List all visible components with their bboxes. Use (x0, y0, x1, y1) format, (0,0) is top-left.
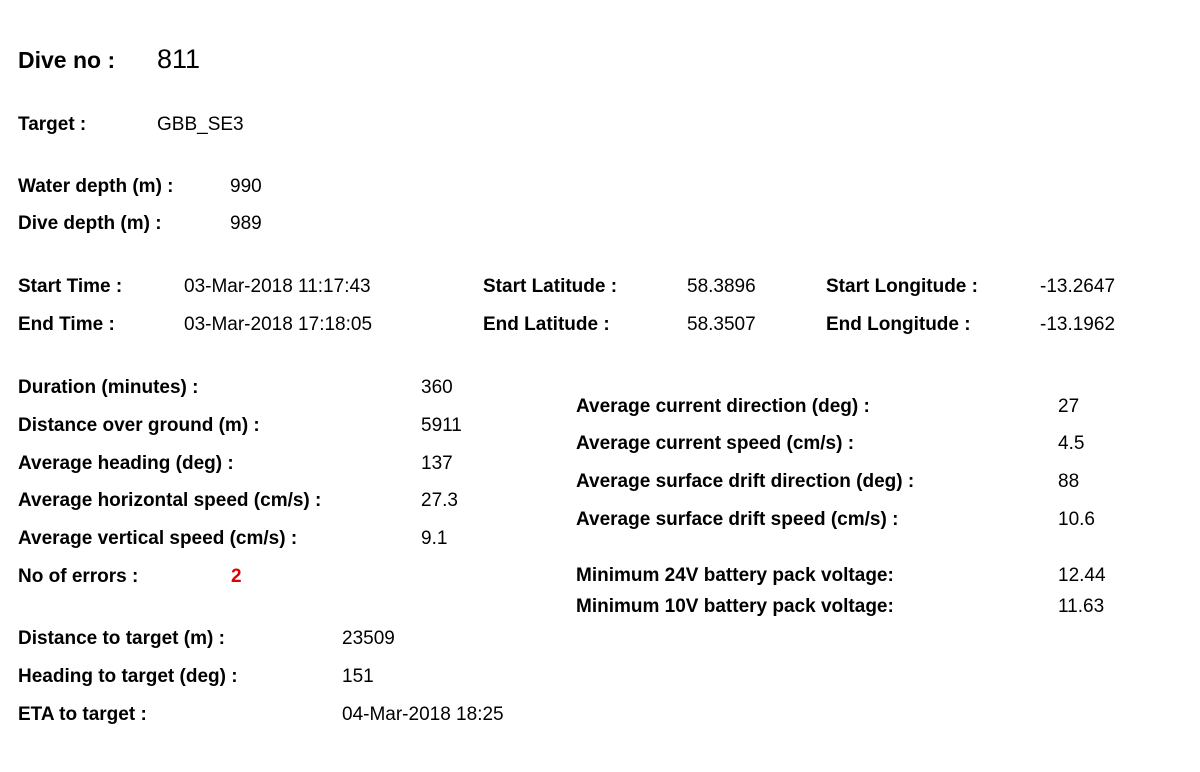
average-vertical-speed-value: 9.1 (421, 528, 448, 549)
end-time-label: End Time : (18, 314, 115, 335)
average-heading-value: 137 (421, 453, 453, 474)
current-direction-label: Average current direction (deg) : (576, 396, 870, 417)
battery-24v-value: 12.44 (1058, 565, 1106, 586)
current-speed-label: Average current speed (cm/s) : (576, 433, 855, 454)
battery-24v-label: Minimum 24V battery pack voltage: (576, 565, 894, 586)
distance-to-target-label: Distance to target (m) : (18, 628, 225, 649)
surface-drift-direction-label: Average surface drift direction (deg) : (576, 471, 915, 492)
average-horizontal-speed-value: 27.3 (421, 490, 458, 511)
duration-value: 360 (421, 377, 453, 398)
end-longitude-value: -13.1962 (1040, 314, 1116, 335)
start-longitude-value: -13.2647 (1040, 276, 1116, 297)
average-horizontal-speed-label: Average horizontal speed (cm/s) : (18, 490, 322, 511)
target-value: GBB_SE3 (157, 114, 244, 135)
target-label: Target : (18, 114, 87, 135)
errors-label: No of errors : (18, 566, 139, 587)
surface-drift-speed-value: 10.6 (1058, 509, 1095, 530)
dive-depth-label: Dive depth (m) : (18, 213, 162, 234)
start-latitude-label: Start Latitude : (483, 276, 618, 297)
average-vertical-speed-label: Average vertical speed (cm/s) : (18, 528, 298, 549)
average-heading-label: Average heading (deg) : (18, 453, 234, 474)
eta-to-target-label: ETA to target : (18, 704, 147, 725)
heading-to-target-label: Heading to target (deg) : (18, 666, 238, 687)
surface-drift-speed-label: Average surface drift speed (cm/s) : (576, 509, 899, 530)
start-latitude-value: 58.3896 (687, 276, 756, 297)
duration-label: Duration (minutes) : (18, 377, 199, 398)
water-depth-value: 990 (230, 176, 262, 197)
end-latitude-value: 58.3507 (687, 314, 756, 335)
eta-to-target-value: 04-Mar-2018 18:25 (342, 704, 504, 725)
surface-drift-direction-value: 88 (1058, 471, 1080, 492)
errors-count: 2 (231, 566, 242, 587)
distance-over-ground-label: Distance over ground (m) : (18, 415, 260, 436)
end-latitude-label: End Latitude : (483, 314, 610, 335)
current-speed-value: 4.5 (1058, 433, 1085, 454)
start-time-label: Start Time : (18, 276, 123, 297)
current-direction-value: 27 (1058, 396, 1080, 417)
distance-over-ground-value: 5911 (421, 415, 462, 436)
heading-to-target-value: 151 (342, 666, 374, 687)
distance-to-target-value: 23509 (342, 628, 395, 649)
dive-depth-value: 989 (230, 213, 262, 234)
end-time-value: 03-Mar-2018 17:18:05 (184, 314, 373, 335)
dive-number-value: 811 (157, 44, 201, 74)
end-longitude-label: End Longitude : (826, 314, 971, 335)
start-longitude-label: Start Longitude : (826, 276, 978, 297)
start-time-value: 03-Mar-2018 11:17:43 (184, 276, 371, 297)
battery-10v-label: Minimum 10V battery pack voltage: (576, 596, 894, 617)
battery-10v-value: 11.63 (1058, 596, 1105, 617)
dive-number-label: Dive no : (18, 47, 116, 73)
water-depth-label: Water depth (m) : (18, 176, 174, 197)
